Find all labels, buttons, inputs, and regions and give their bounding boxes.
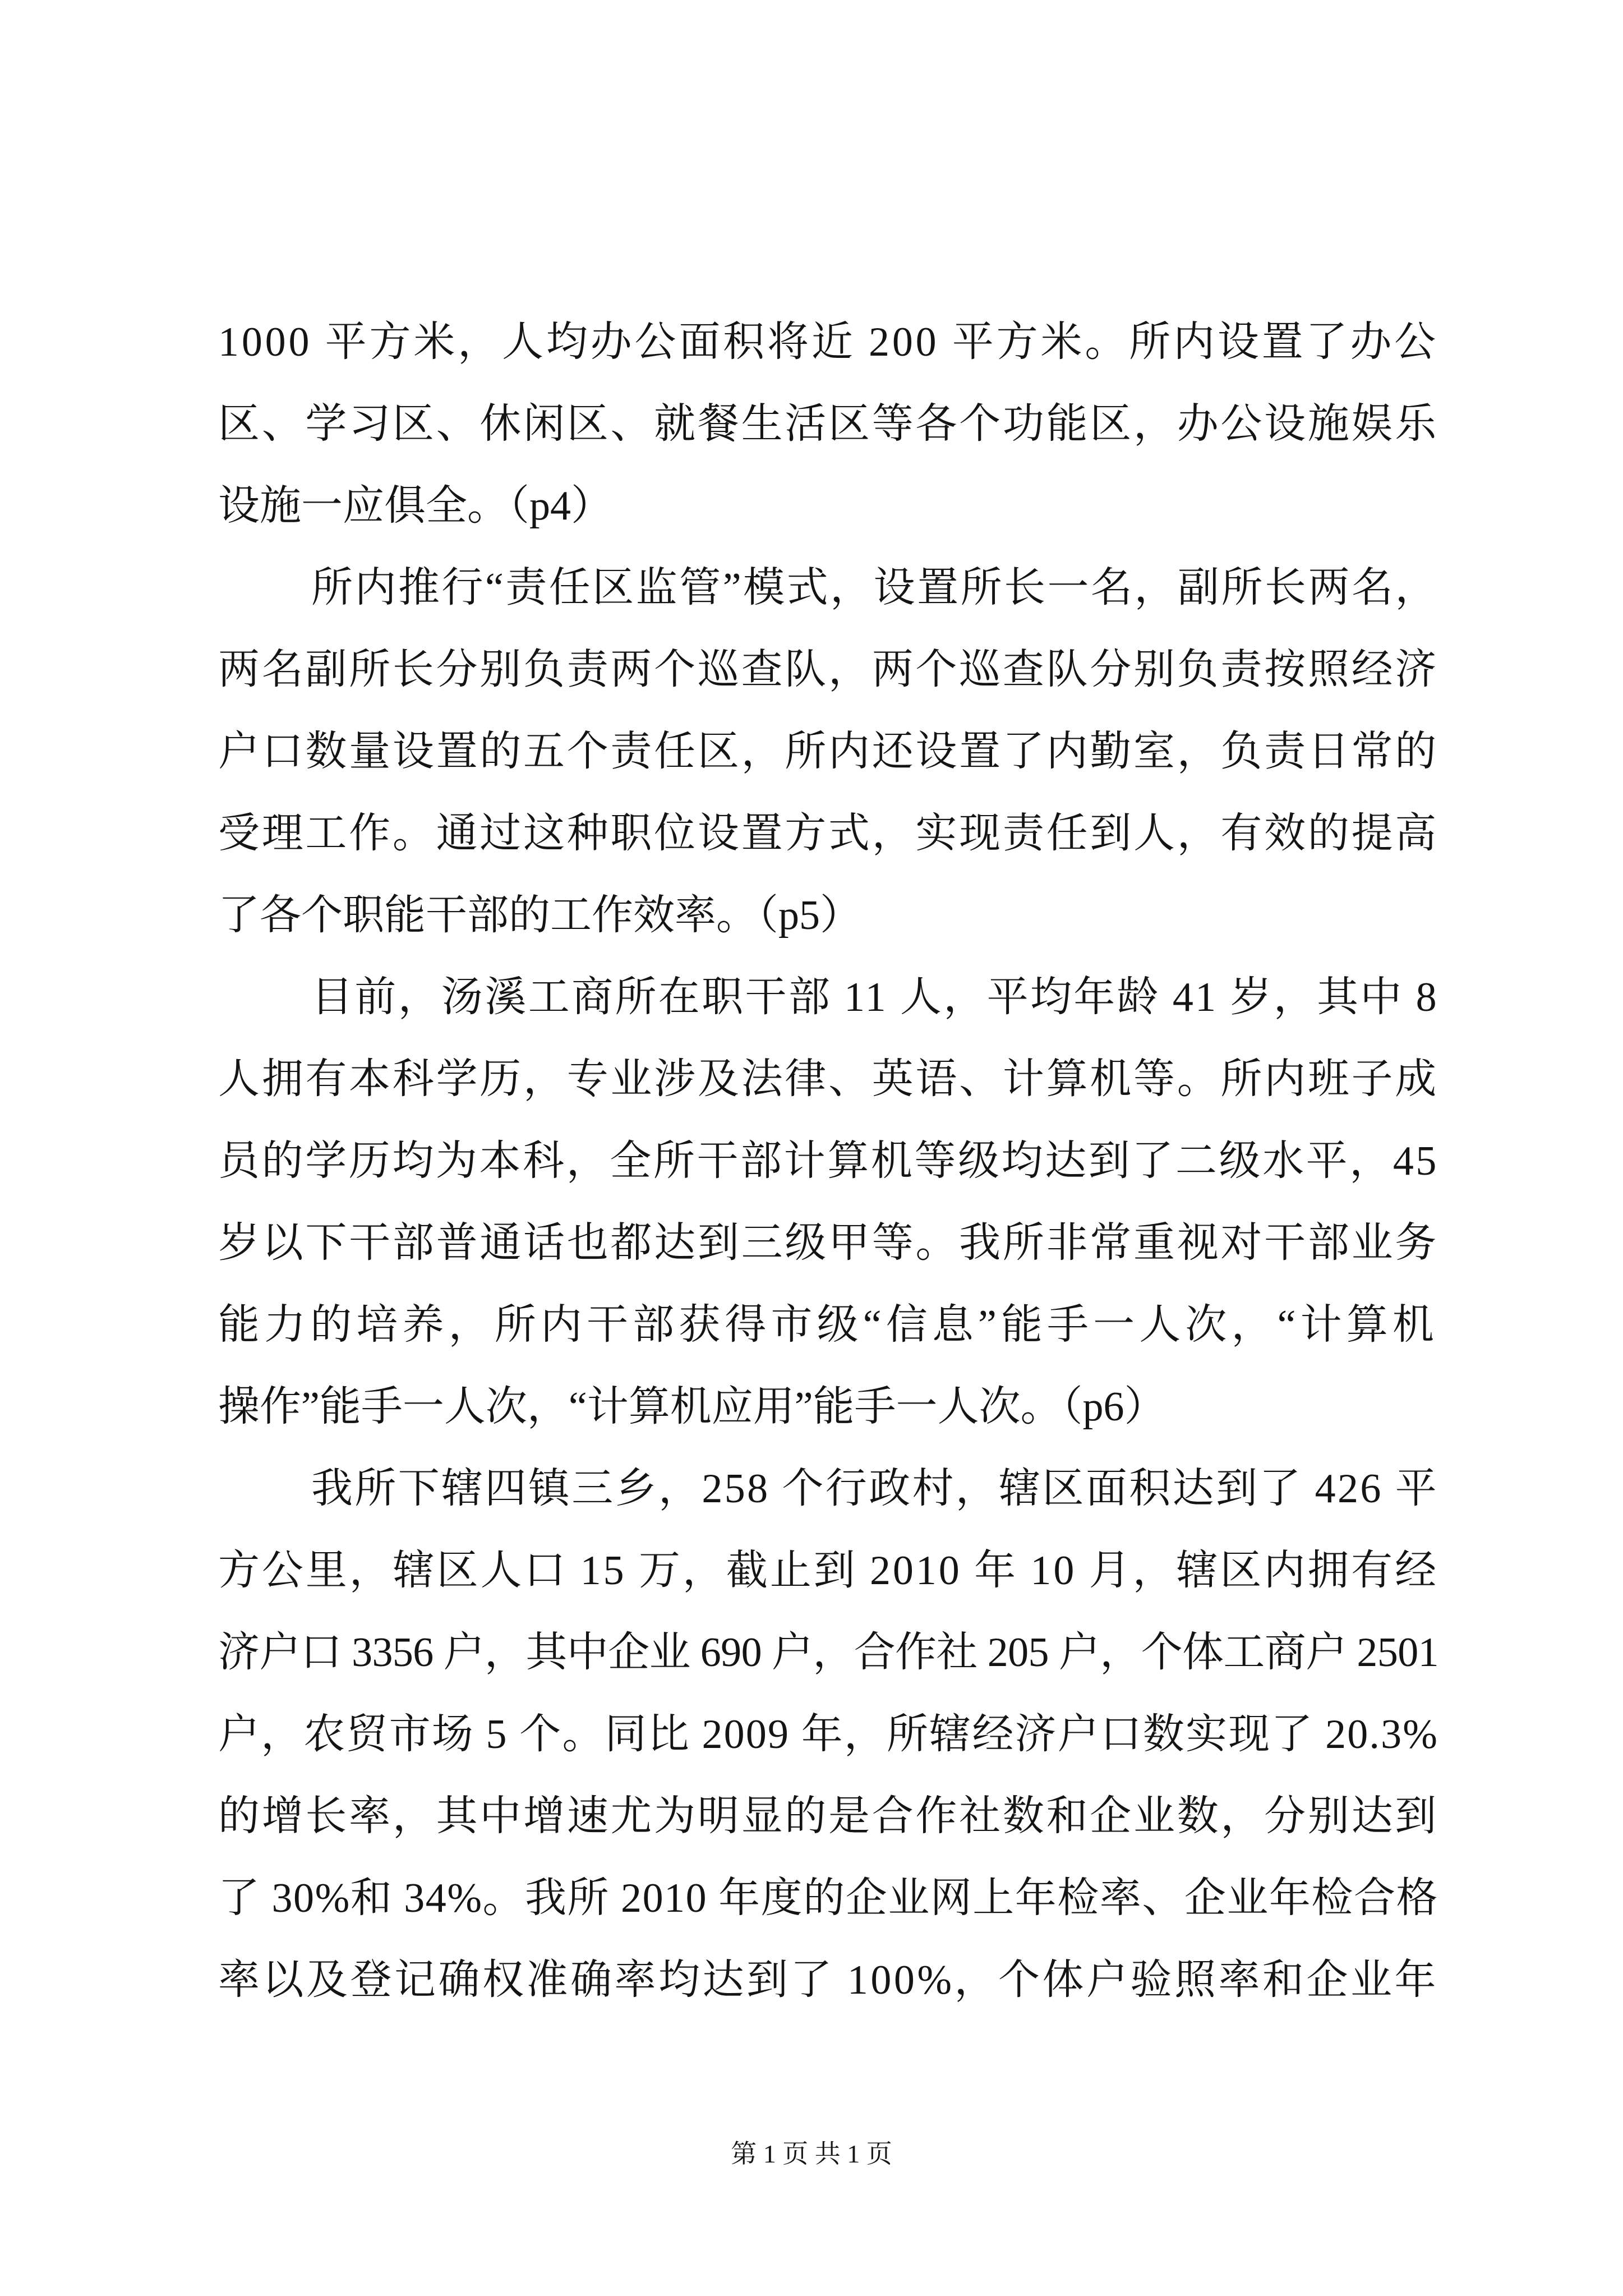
text-line-content: 能力的培养，所内干部获得市级“信息”能手一人次，“计算机	[218, 1302, 1438, 1348]
text-line-content: 率以及登记确权准确率均达到了 100%，个体户验照率和企业年	[218, 1957, 1438, 2003]
text-line	[218, 629, 1438, 711]
text-line-content: 两名副所长分别负责两个巡查队，两个巡查队分别负责按照经济	[218, 647, 1438, 693]
text-line	[218, 1612, 1438, 1694]
text-line	[218, 711, 1438, 793]
body-text	[218, 301, 1438, 2021]
paragraph	[218, 956, 1438, 1448]
text-line-content: 设施一应俱全。（p4）	[218, 483, 612, 529]
text-line-content: 员的学历均为本科，全所干部计算机等级均达到了二级水平，45	[218, 1138, 1438, 1184]
text-line-content: 的增长率，其中增速尤为明显的是合作社数和企业数，分别达到	[218, 1793, 1438, 1839]
text-line-content: 人拥有本科学历，专业涉及法律、英语、计算机等。所内班子成	[218, 1056, 1438, 1102]
paragraph	[218, 301, 1438, 547]
text-line-content: 1000 平方米，人均办公面积将近 200 平方米。所内设置了办公	[218, 319, 1438, 365]
paragraph	[218, 547, 1438, 956]
text-line	[218, 383, 1438, 465]
text-line	[218, 1857, 1438, 1939]
text-line	[311, 1448, 1438, 1530]
text-line	[311, 547, 1438, 629]
text-line-content: 方公里，辖区人口 15 万，截止到 2010 年 10 月，辖区内拥有经	[218, 1548, 1438, 1594]
text-line-content: 操作”能手一人次，“计算机应用”能手一人次。（p6）	[218, 1384, 1166, 1430]
text-line	[218, 1775, 1438, 1857]
text-line	[218, 1939, 1438, 2021]
text-line-content: 了 30%和 34%。我所 2010 年度的企业网上年检率、企业年检合格	[218, 1875, 1438, 1921]
text-line	[218, 301, 1438, 383]
text-line	[218, 1694, 1438, 1775]
paragraph	[218, 1448, 1438, 2021]
text-line	[218, 793, 1438, 875]
text-line-content: 了各个职能干部的工作效率。（p5）	[218, 892, 861, 938]
text-line	[218, 1038, 1438, 1120]
text-line	[218, 1202, 1438, 1284]
text-line-content: 目前，汤溪工商所在职干部 11 人，平均年龄 41 岁，其中 8	[311, 974, 1438, 1020]
text-line-content: 户，农贸市场 5 个。同比 2009 年，所辖经济户口数实现了 20.3%	[218, 1711, 1438, 1757]
text-line	[218, 875, 1438, 956]
text-line-content: 区、学习区、休闲区、就餐生活区等各个功能区，办公设施娱乐	[218, 401, 1438, 447]
text-line-content: 岁以下干部普通话也都达到三级甲等。我所非常重视对干部业务	[218, 1220, 1438, 1266]
text-line	[311, 956, 1438, 1038]
text-line-content: 受理工作。通过这种职位设置方式，实现责任到人，有效的提高	[218, 811, 1438, 857]
text-line	[218, 1284, 1438, 1366]
text-line	[218, 465, 1438, 547]
text-line	[218, 1366, 1438, 1448]
text-line-content: 济户口 3356 户，其中企业 690 户，合作社 205 户，个体工商户 2501	[218, 1630, 1438, 1676]
text-line-content: 所内推行“责任区监管”模式，设置所长一名，副所长两名，	[311, 565, 1438, 611]
text-line	[218, 1120, 1438, 1202]
page-footer: 第 1 页 共 1 页	[731, 2139, 892, 2168]
text-line-content: 我所下辖四镇三乡，258 个行政村，辖区面积达到了 426 平	[311, 1466, 1438, 1512]
text-line	[218, 1530, 1438, 1612]
text-line-content: 户口数量设置的五个责任区，所内还设置了内勤室，负责日常的	[218, 729, 1438, 775]
